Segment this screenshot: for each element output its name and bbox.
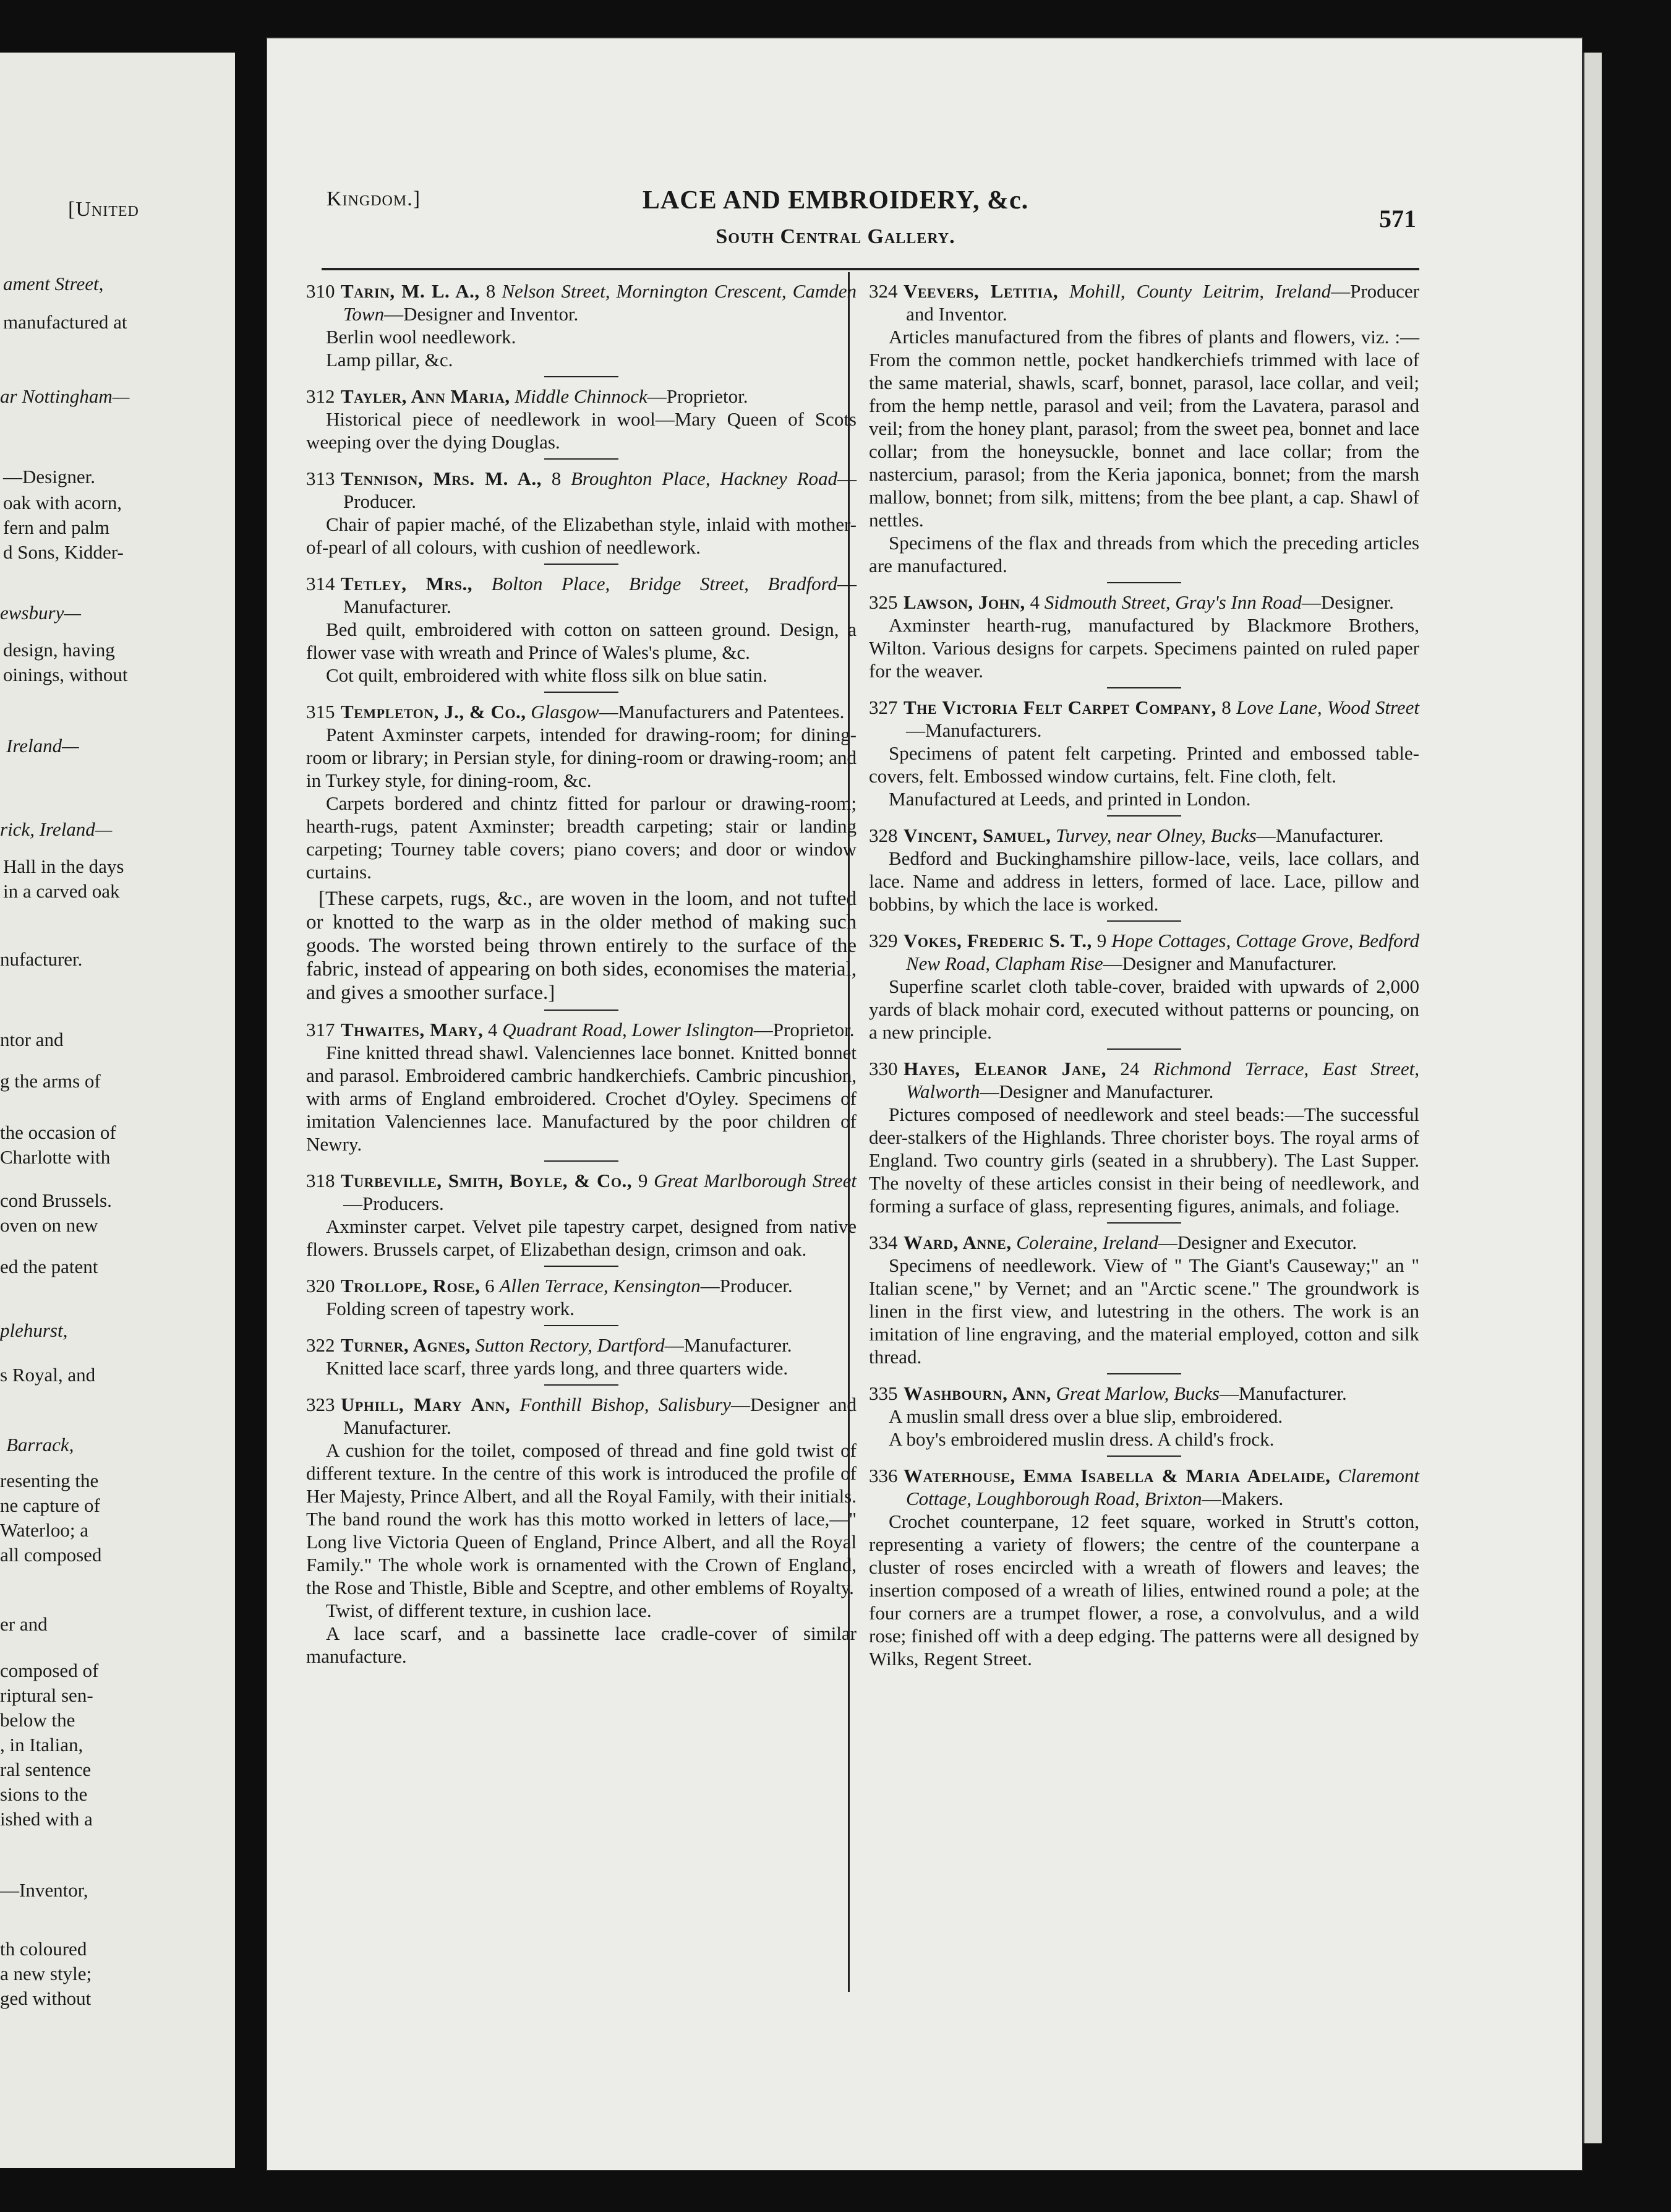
address-number: 4 xyxy=(1030,591,1040,613)
entry-number: 320 xyxy=(306,1275,335,1297)
fragment-line: Barrack, xyxy=(6,1434,74,1455)
exhibitor-role: —Manufacturer. xyxy=(343,573,857,617)
fragment-line: Waterloo; a xyxy=(0,1519,88,1541)
description: Axminster hearth-rug, manufactured by Blackmore Brothers, Wilton. Various designs for carpets. Specimens painted on ruled paper for the weaver. xyxy=(869,614,1419,682)
exhibitor-name: Ward, Anne, xyxy=(904,1232,1012,1253)
fragment-line: —Inventor, xyxy=(0,1879,88,1901)
exhibitor-address: Great Marlborough Street xyxy=(654,1170,857,1191)
exhibitor-role: —Proprietor. xyxy=(647,385,748,407)
entry-separator xyxy=(544,1160,618,1162)
exhibitor-name: Vincent, Samuel, xyxy=(904,825,1051,846)
exhibitor-name: The Victoria Felt Carpet Company, xyxy=(904,697,1216,718)
exhibitor-role: —Manufacturers and Patentees. xyxy=(599,701,845,722)
description: Specimens of needlework. View of " The Giant's Causeway;" an " Italian scene," by Vernet; and an "Arctic scene." The groundwork is linen in the first view, and lutestring in the others. The work is an imitation of line engraving, and the material employed, cotton and silk thread. xyxy=(869,1254,1419,1368)
description: Articles manufactured from the fibres of plants and flowers, viz. :—From the common nettle, pocket handkerchiefs trimmed with lace of the same material, shawls, scarf, bonnet, parasol, lace collar, and veil; from the hemp nettle, parasol and veil; from the Lavatera, parasol and veil; from the honey plant, parasol; from the sweet pea, bonnet and lace collar; from the honeysuckle, bonnet and lace collar; from the nastercium, parasol; from the Keria japonica, bonnet; from the marsh mallow, bonnet; from silk, mittens; from the bee plant, a cap. Shawl of nettles. xyxy=(869,326,1419,531)
description: A boy's embroidered muslin dress. A child's frock. xyxy=(889,1428,1275,1450)
description: Fine knitted thread shawl. Valenciennes lace bonnet. Knitted bonnet and parasol. Embroidered cambric handkerchiefs. Cambric pincushion, with arms of England embroidered. Crochet d'Oyley. Specimens of imitation Valenciennes lace. Manufactured by the poor children of Newry. xyxy=(306,1042,857,1155)
address-number: 24 xyxy=(1120,1058,1140,1079)
description: Bedford and Buckinghamshire pillow-lace, veils, lace collars, and lace. Name and address in letters, formed of lace. Lace, pillow and bobbins, by which the lace is worked. xyxy=(869,847,1419,915)
fragment-line: manufactured at xyxy=(3,311,127,333)
exhibitor-role: —Designer and Manufacturer. xyxy=(343,1394,857,1438)
exhibitor-name: Turbeville, Smith, Boyle, & Co., xyxy=(341,1170,632,1191)
exhibitor-name: Turner, Agnes, xyxy=(341,1334,471,1356)
description: Axminster carpet. Velvet pile tapestry carpet, designed from native flowers. Brussels carpet, of Elizabethan design, crimson and oak. xyxy=(306,1215,857,1260)
entry-number: 334 xyxy=(869,1232,898,1253)
fragment-line: Ireland— xyxy=(6,735,79,757)
exhibitor-address: Middle Chinnock xyxy=(515,385,647,407)
entry-336 xyxy=(869,1464,1419,1670)
fragment-line: Hall in the days xyxy=(3,855,124,877)
entry-313 xyxy=(306,467,857,559)
entry-number: 330 xyxy=(869,1058,898,1079)
entry-separator xyxy=(1107,582,1181,583)
entry-number: 327 xyxy=(869,697,898,718)
editorial-note: [These carpets, rugs, &c., are woven in the loom, and not tufted or knotted to the warp as in the older method of making such goods. The worsted being thrown entirely to the surface of the fabric, instead of appearing on both sides, economises the material, and gives a smoother surface.] xyxy=(306,888,857,1004)
fragment-line: plehurst, xyxy=(0,1319,68,1341)
exhibitor-address: Glasgow xyxy=(531,701,599,722)
exhibitor-role: —Manufacturers. xyxy=(906,719,1042,741)
entry-number: 324 xyxy=(869,280,898,302)
fragment-line: g the arms of xyxy=(0,1070,101,1092)
fragment-line: ral sentence xyxy=(0,1759,92,1780)
exhibitor-role: —Manufacturer. xyxy=(1219,1382,1347,1404)
exhibitor-role: —Manufacturer. xyxy=(664,1334,792,1356)
description: A muslin small dress over a blue slip, embroidered. xyxy=(889,1405,1283,1427)
exhibitor-role: —Proprietor. xyxy=(753,1019,855,1040)
entry-separator xyxy=(1107,815,1181,817)
entry-number: 328 xyxy=(869,825,898,846)
exhibitor-address: Sutton Rectory, Dartford xyxy=(475,1334,665,1356)
exhibitor-role: —Designer and Manufacturer. xyxy=(980,1081,1214,1102)
fragment-line: s Royal, and xyxy=(0,1364,96,1386)
entry-315 xyxy=(306,700,857,1005)
exhibitor-name: Tetley, Mrs., xyxy=(341,573,473,594)
description: Folding screen of tapestry work. xyxy=(326,1298,575,1319)
entry-320 xyxy=(306,1274,857,1320)
exhibitor-name: Tayler, Ann Maria, xyxy=(341,385,510,407)
description: Cot quilt, embroidered with white floss silk on blue satin. xyxy=(326,664,767,686)
fragment-line: nufacturer. xyxy=(0,948,83,970)
entry-310 xyxy=(306,280,857,371)
entry-314 xyxy=(306,572,857,687)
fragment-line: ewsbury— xyxy=(0,602,81,624)
entry-number: 314 xyxy=(306,573,335,594)
exhibitor-role: —Producer. xyxy=(700,1275,793,1297)
fragment-line: the occasion of xyxy=(0,1121,116,1143)
description: Bed quilt, embroidered with cotton on satteen ground. Design, a flower vase with wreath and Prince of Wales's plume, &c. xyxy=(306,619,857,663)
description: A lace scarf, and a bassinette lace cradle-cover of similar manufacture. xyxy=(306,1623,857,1667)
exhibitor-role: —Producer. xyxy=(343,468,857,512)
entry-separator xyxy=(544,692,618,693)
page-number: 571 xyxy=(1379,205,1416,233)
running-head-kingdom: Kingdom.] xyxy=(327,187,421,210)
entry-322 xyxy=(306,1334,857,1379)
exhibitor-name: Thwaites, Mary, xyxy=(341,1019,484,1040)
fragment-line: —Designer. xyxy=(3,466,95,487)
exhibitor-address: Richmond Terrace, East Street, Walworth xyxy=(906,1058,1420,1102)
description: Berlin wool needlework. xyxy=(326,326,516,348)
address-number: 8 xyxy=(485,280,496,302)
exhibitor-role: —Makers. xyxy=(1202,1488,1284,1509)
right-column xyxy=(869,272,1419,1670)
entry-separator xyxy=(544,1325,618,1326)
exhibitor-role: —Manufacturer. xyxy=(1256,825,1384,846)
description: Knitted lace scarf, three yards long, and three quarters wide. xyxy=(326,1357,788,1379)
exhibitor-address: Bolton Place, Bridge Street, Bradford xyxy=(491,573,837,594)
exhibitor-role: —Producers. xyxy=(343,1193,444,1214)
exhibitor-address: Great Marlow, Bucks xyxy=(1056,1382,1220,1404)
page-title: LACE AND EMBROIDERY, &c. xyxy=(642,186,1029,215)
page-subtitle: South Central Gallery. xyxy=(716,225,955,248)
description: Lamp pillar, &c. xyxy=(326,349,453,371)
entry-330 xyxy=(869,1057,1419,1217)
exhibitor-name: Tarin, M. L. A., xyxy=(341,280,480,302)
description: Pictures composed of needlework and steel beads:—The successful deer-stalkers of the Highlands. Three chorister boys. The royal arms of England. Two country girls (seated in a shrubbery). The Last Supper. The novelty of these articles consist in their being of needlework, and forming a surface of glass, representing figures, animals, and foliage. xyxy=(869,1104,1419,1217)
left-column xyxy=(306,272,857,1668)
entry-325 xyxy=(869,591,1419,682)
exhibitor-role: —Designer. xyxy=(1301,591,1394,613)
entry-separator xyxy=(1107,687,1181,688)
entry-318 xyxy=(306,1169,857,1261)
fragment-line: sions to the xyxy=(0,1783,88,1805)
entry-number: 329 xyxy=(869,930,898,951)
entry-number: 315 xyxy=(306,701,335,722)
fragment-line: ished with a xyxy=(0,1808,93,1830)
entry-329 xyxy=(869,929,1419,1044)
fragment-line: , in Italian, xyxy=(0,1734,83,1755)
entry-separator xyxy=(1107,1373,1181,1374)
fragment-line: ntor and xyxy=(0,1029,64,1050)
entry-number: 323 xyxy=(306,1394,335,1415)
entry-number: 325 xyxy=(869,591,898,613)
address-number: 6 xyxy=(485,1275,495,1297)
fragment-line: ne capture of xyxy=(0,1494,100,1516)
fragment-line: resenting the xyxy=(0,1470,99,1491)
entry-328 xyxy=(869,824,1419,915)
entry-separator xyxy=(544,376,618,377)
previous-page-header: [United xyxy=(68,198,139,221)
exhibitor-address: Hope Cottages, Cottage Grove, Bedford New Road, Clapham Rise xyxy=(906,930,1419,974)
exhibitor-address: Claremont Cottage, Loughborough Road, Brixton xyxy=(906,1465,1419,1509)
exhibitor-role: —Producer and Inventor. xyxy=(906,280,1419,325)
description: Patent Axminster carpets, intended for drawing-room; for dining-room or library; in Persian style, for dining-room or drawing-room; and in Turkey style, for dining-room, &c. xyxy=(306,724,857,791)
exhibitor-address: Coleraine, Ireland xyxy=(1016,1232,1158,1253)
page-edge xyxy=(1583,53,1602,2143)
exhibitor-address: Sidmouth Street, Gray's Inn Road xyxy=(1044,591,1302,613)
exhibitor-name: Washbourn, Ann, xyxy=(904,1382,1051,1404)
exhibitor-name: Uphill, Mary Ann, xyxy=(341,1394,511,1415)
entry-number: 335 xyxy=(869,1382,898,1404)
entry-number: 313 xyxy=(306,468,335,489)
fragment-line: er and xyxy=(0,1613,48,1635)
entry-327 xyxy=(869,696,1419,810)
description: Twist, of different texture, in cushion lace. xyxy=(326,1600,652,1621)
previous-page-strip xyxy=(0,53,235,2168)
description: A cushion for the toilet, composed of thread and fine gold twist of different texture. In the centre of this work is introduced the profile of Her Majesty, Prince Albert, and all the Royal Family, with their initials. The band round the work has this motto worked in letters of lace,—" Long live Victoria Queen of England, Prince Albert, and all the Royal Family." The whole work is ornamented with the Crown of England, the Rose and Thistle, Bible and Sceptre, and other emblems of Royalty. xyxy=(306,1439,857,1598)
description: Historical piece of needlework in wool—Mary Queen of Scots weeping over the dying Douglas. xyxy=(306,408,857,453)
exhibitor-name: Lawson, John, xyxy=(904,591,1025,613)
fragment-line: composed of xyxy=(0,1660,99,1681)
exhibitor-role: —Designer and Manufacturer. xyxy=(1103,953,1337,974)
exhibitor-address: Broughton Place, Hackney Road xyxy=(570,468,838,489)
exhibitor-address: Allen Terrace, Kensington xyxy=(499,1275,701,1297)
entry-312 xyxy=(306,385,857,453)
address-number: 8 xyxy=(551,468,562,489)
fragment-line: rick, Ireland— xyxy=(0,818,113,840)
address-number: 4 xyxy=(488,1019,498,1040)
fragment-line: in a carved oak xyxy=(3,880,120,902)
entry-number: 317 xyxy=(306,1019,335,1040)
entry-separator xyxy=(1107,920,1181,922)
exhibitor-address: Nelson Street, Mornington Crescent, Camden Town xyxy=(343,280,857,325)
fragment-line: oak with acorn, xyxy=(3,492,122,513)
fragment-line: oven on new xyxy=(0,1214,98,1236)
entry-334 xyxy=(869,1231,1419,1368)
description: Crochet counterpane, 12 feet square, worked in Strutt's cotton, representing a variety of flowers; the centre of the counterpane a cluster of roses encircled with a wreath of flowers and leaves; the insertion composed of a wreath of lilies, entwined round a pole; at the four corners are a trumpet flower, a rose, a convolvulus, and a wild rose; finished off with a deep edging. The patterns were all designed by Wilks, Regent Street. xyxy=(869,1511,1419,1670)
fragment-line: a new style; xyxy=(0,1963,92,1984)
description: Specimens of the flax and threads from which the preceding articles are manufactured. xyxy=(869,532,1419,577)
entry-separator xyxy=(544,564,618,565)
entry-number: 312 xyxy=(306,385,335,407)
exhibitor-address: Fonthill Bishop, Salisbury xyxy=(519,1394,731,1415)
fragment-line: below the xyxy=(0,1709,75,1731)
entry-317 xyxy=(306,1018,857,1155)
exhibitor-name: Templeton, J., & Co., xyxy=(341,701,526,722)
exhibitor-address: Turvey, near Olney, Bucks xyxy=(1056,825,1257,846)
entry-separator xyxy=(544,1010,618,1011)
fragment-line: th coloured xyxy=(0,1938,87,1960)
address-number: 8 xyxy=(1221,697,1231,718)
entry-separator xyxy=(1107,1455,1181,1457)
address-number: 9 xyxy=(638,1170,648,1191)
entry-335 xyxy=(869,1382,1419,1451)
fragment-line: design, having xyxy=(3,639,115,661)
fragment-line: d Sons, Kidder- xyxy=(3,541,124,563)
entry-number: 310 xyxy=(306,280,335,302)
entry-number: 318 xyxy=(306,1170,335,1191)
entry-separator xyxy=(544,1384,618,1386)
description: Superfine scarlet cloth table-cover, braided with upwards of 2,000 yards of black mohair cord, executed without patterns or pouncing, on a new principle. xyxy=(869,975,1419,1043)
fragment-line: oinings, without xyxy=(3,664,128,685)
exhibitor-name: Trollope, Rose, xyxy=(341,1275,481,1297)
exhibitor-name: Vokes, Frederic S. T., xyxy=(904,930,1092,951)
entry-separator xyxy=(1107,1048,1181,1050)
description: Specimens of patent felt carpeting. Printed and embossed table-covers, felt. Embossed window curtains, felt. Fine cloth, felt. xyxy=(869,742,1419,787)
entry-323 xyxy=(306,1393,857,1668)
fragment-line: Charlotte with xyxy=(0,1146,111,1168)
entry-number: 322 xyxy=(306,1334,335,1356)
address-number: 9 xyxy=(1096,930,1107,951)
description: Manufactured at Leeds, and printed in London. xyxy=(889,788,1251,810)
exhibitor-role: —Designer and Executor. xyxy=(1158,1232,1357,1253)
exhibitor-address: Quadrant Road, Lower Islington xyxy=(502,1019,754,1040)
entry-324 xyxy=(869,280,1419,577)
exhibitor-name: Tennison, Mrs. M. A., xyxy=(341,468,542,489)
fragment-line: ged without xyxy=(0,1987,92,2009)
fragment-line: ar Nottingham— xyxy=(0,385,130,407)
exhibitor-address: Mohill, County Leitrim, Ireland xyxy=(1069,280,1331,302)
exhibitor-name: Veevers, Letitia, xyxy=(904,280,1059,302)
entry-separator xyxy=(1107,1222,1181,1224)
fragment-line: riptural sen- xyxy=(0,1684,93,1706)
fragment-line: all composed xyxy=(0,1544,102,1566)
exhibitor-address: Love Lane, Wood Street xyxy=(1236,697,1419,718)
fragment-line: fern and palm xyxy=(3,517,110,538)
exhibitor-name: Waterhouse, Emma Isabella & Maria Adelaide, xyxy=(904,1465,1331,1486)
description: Carpets bordered and chintz fitted for parlour or drawing-room; hearth-rugs, patent Axminster; breadth carpeting; stair or landing carpeting; Tourney table covers; piano covers; and door or window curtains. xyxy=(306,792,857,883)
entry-number: 336 xyxy=(869,1465,898,1486)
entry-separator xyxy=(544,1266,618,1267)
fragment-line: ed the patent xyxy=(0,1256,98,1277)
exhibitor-role: —Designer and Inventor. xyxy=(384,303,579,325)
entry-separator xyxy=(544,458,618,460)
header-rule xyxy=(322,268,1419,270)
fragment-line: cond Brussels. xyxy=(0,1190,112,1211)
exhibitor-name: Hayes, Eleanor Jane, xyxy=(904,1058,1106,1079)
fragment-line: ament Street, xyxy=(3,273,104,294)
description: Chair of papier maché, of the Elizabethan style, inlaid with mother-of-pearl of all colours, with cushion of needlework. xyxy=(306,513,857,558)
